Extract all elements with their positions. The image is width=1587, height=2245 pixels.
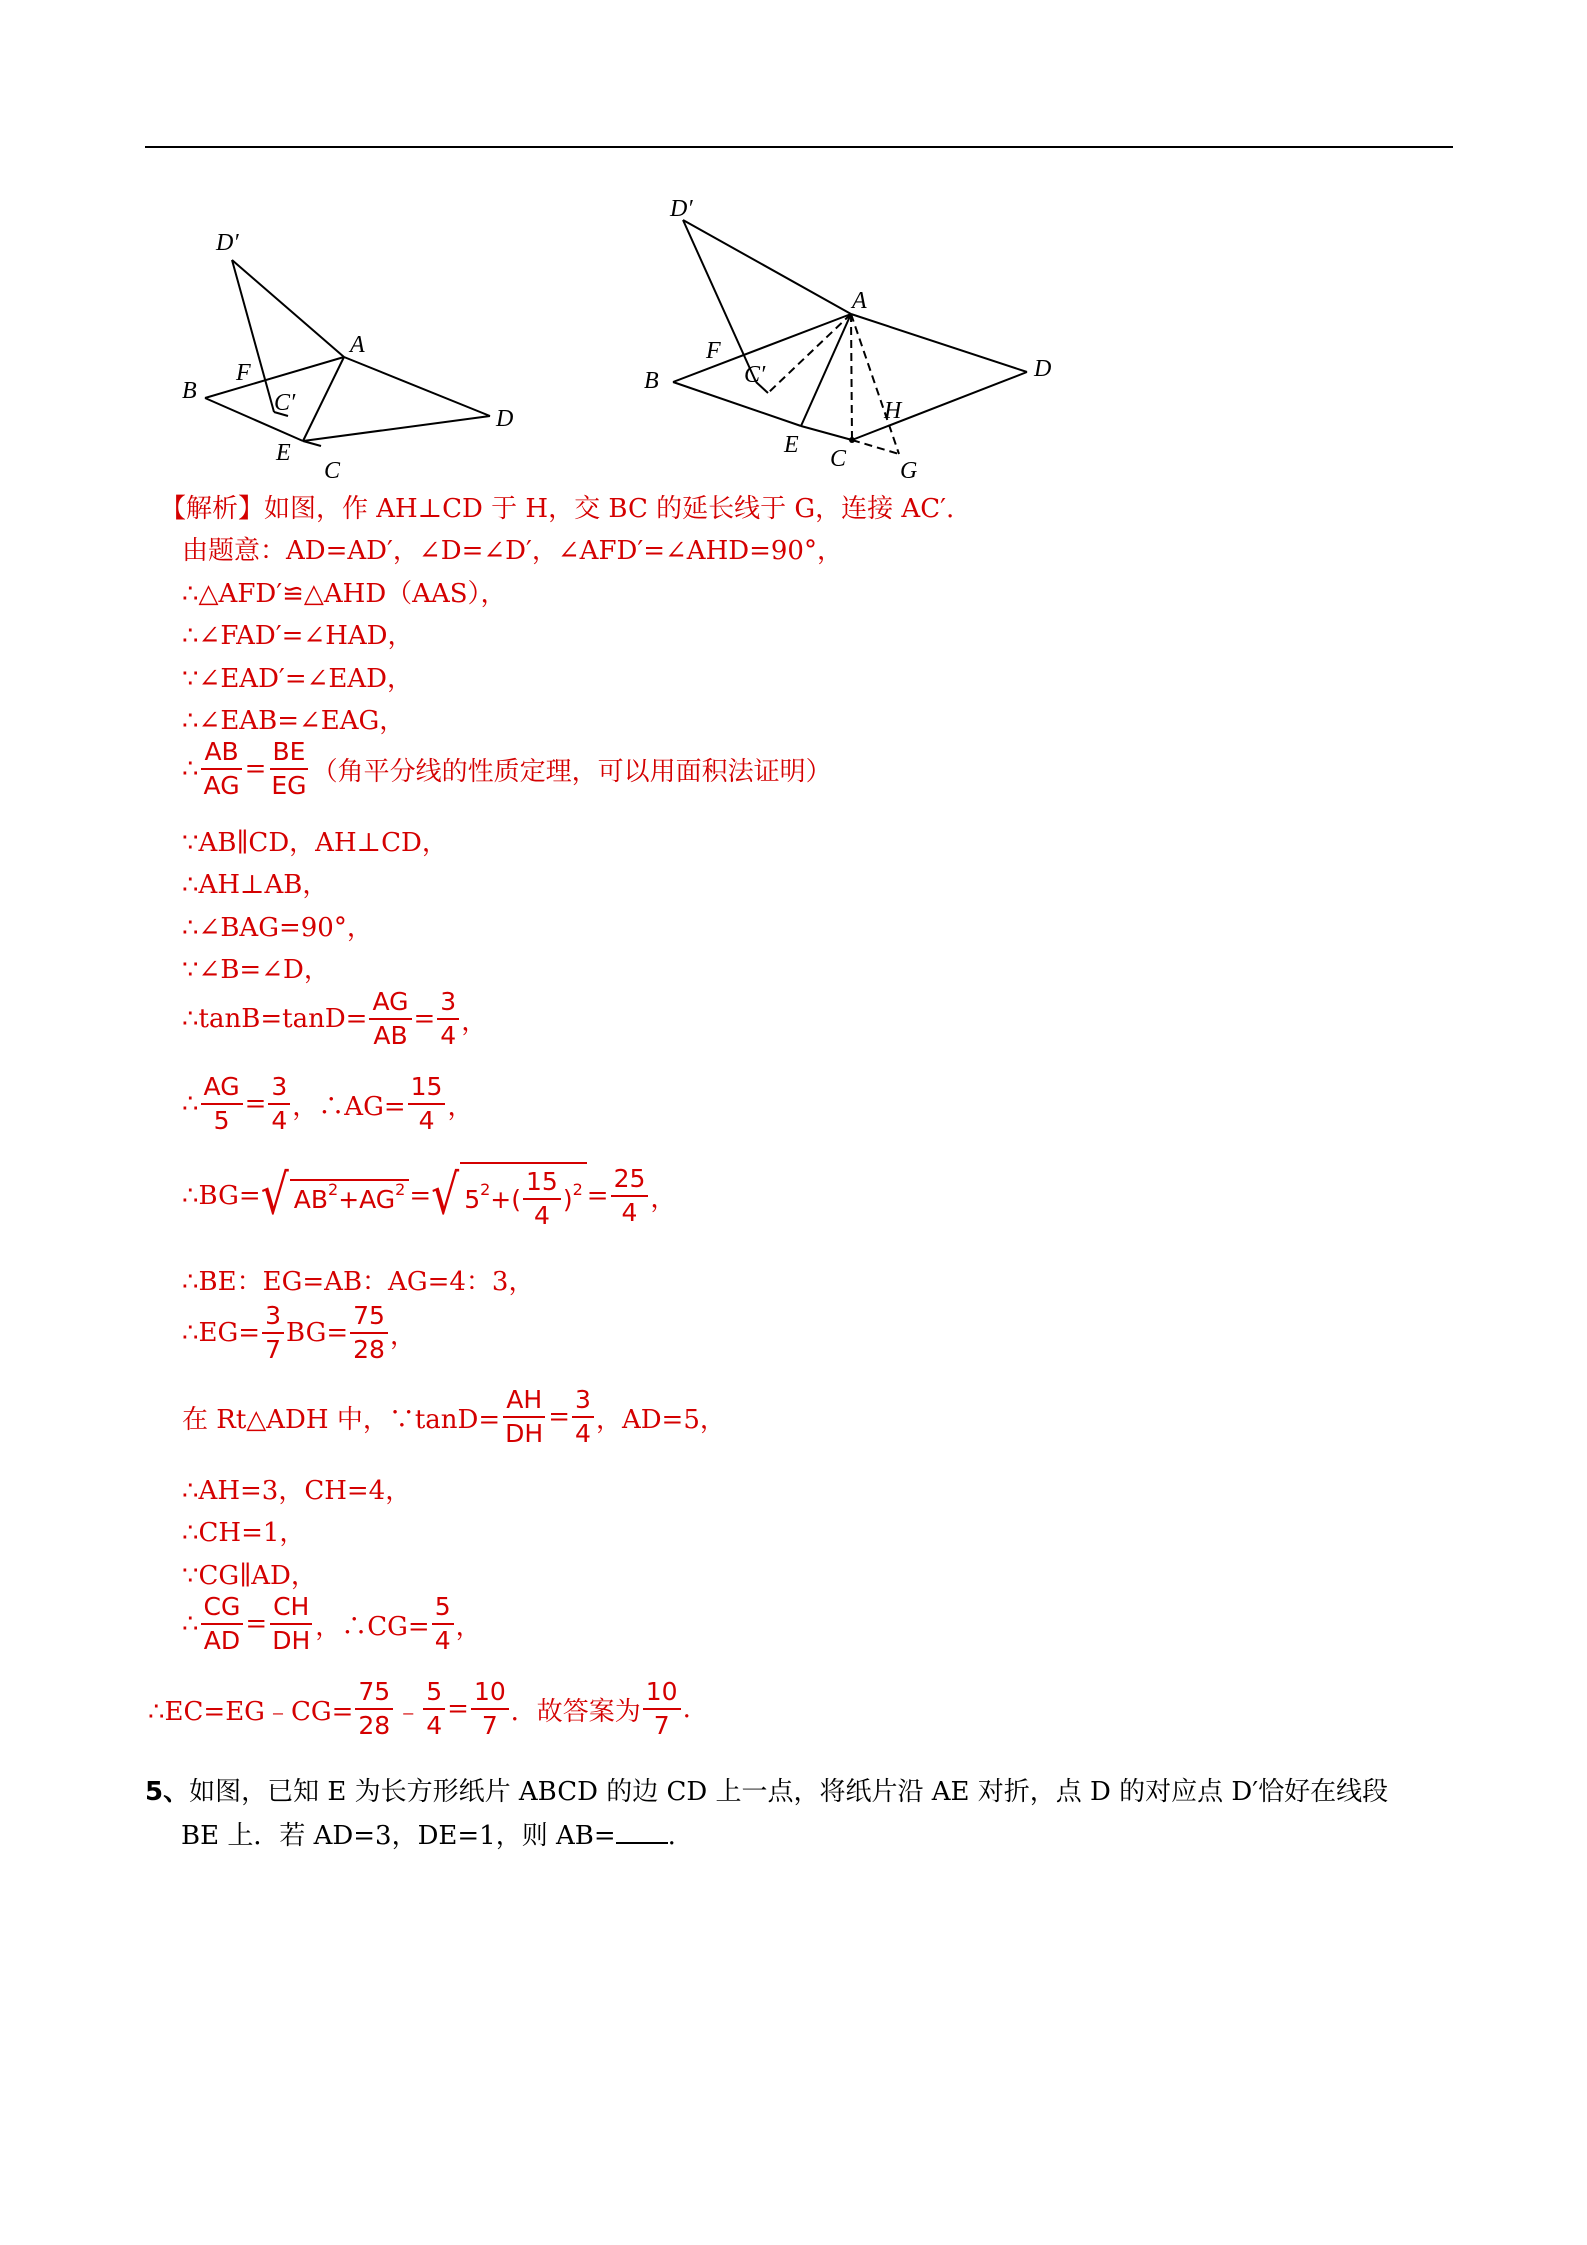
sol-line-6: ∴∠EAB=∠EAG， <box>182 706 406 736</box>
label-b: B <box>182 378 197 404</box>
label-e: E <box>784 432 799 458</box>
label-h: H <box>884 398 902 424</box>
label-d-prime: D′ <box>216 230 239 256</box>
fraction: $\frac{BE}{EG}$ <box>271 737 307 800</box>
label-c: C <box>324 458 341 484</box>
sol-line-12: ∴tanB=tanD= $\frac{AG}{AB}$ = $\frac{3}{4}$ ， <box>182 987 488 1050</box>
sol-line-19: ∴CH=1， <box>182 1518 306 1548</box>
fraction: $\frac{AG}{AB}$ <box>369 988 411 1050</box>
sol-line-21: ∴ $\frac{CG}{AD}$ = $\frac{CH}{DH}$ ，∴CG= $\frac{5}{4}$ ， <box>182 1592 482 1655</box>
figure-left <box>170 220 530 490</box>
sol-line-9: ∴AH⊥AB， <box>182 870 329 900</box>
label-d: D <box>496 406 514 432</box>
fraction: $\frac{5}{4}$ <box>432 1593 454 1655</box>
label-f: F <box>236 360 251 386</box>
sol-line-18: ∴AH=3，CH=4， <box>182 1476 412 1506</box>
sol-line-8: ∵AB∥CD，AH⊥CD， <box>182 828 448 858</box>
fraction: $\frac{25}{4}$ <box>611 1165 649 1227</box>
fraction: $\frac{10}{7}$ <box>643 1678 681 1740</box>
question-5 <box>145 1770 1455 1858</box>
label-b: B <box>644 368 659 394</box>
sol-line-3: ∴△AFD′≌△AHD（AAS）， <box>182 579 507 609</box>
sol-line-2: 由题意：AD=AD′，∠D=∠D′，∠AFD′=∠AHD=90°， <box>182 536 843 566</box>
label-g: G <box>900 458 918 484</box>
label-c-prime: C′ <box>274 390 296 416</box>
question-5-line-2: BE 上．若 AD=3，DE=1，则 AB= . <box>145 1814 1455 1858</box>
square-root: √ 5 2 +( $\frac{15}{4}$ ) 2 <box>431 1162 587 1230</box>
fraction: $\frac{AB}{AG}$ <box>201 738 243 800</box>
label-d: D <box>1034 356 1052 382</box>
fraction: $\frac{CG}{AD}$ <box>201 1593 244 1655</box>
figure-right <box>630 186 1080 486</box>
fraction: $\frac{AG}{5}$ <box>201 1073 243 1135</box>
fraction: $\frac{3}{4}$ <box>572 1386 594 1448</box>
sol-line-22: ∴EC=EG﹣CG= $\frac{75}{28}$ ﹣ $\frac{5}{4}$ = $\frac{10}{7}$ ．故答案为 $\frac{10}{7}$ . <box>148 1677 691 1740</box>
sol-line-4: ∴∠FAD′=∠HAD， <box>182 621 414 651</box>
sol-line-7: ∴ $\frac{AB}{AG}$ = $\frac{BE}{EG}$ （角平分线的性质定理，可以用面积法证明） <box>182 737 832 800</box>
sol-line-5: ∵∠EAD′=∠EAD， <box>182 664 414 694</box>
fraction: $\frac{3}{7}$ <box>262 1302 284 1364</box>
sol-line-10: ∴∠BAG=90°， <box>182 913 373 943</box>
square-root: √ AB 2 +AG 2 <box>261 1174 410 1218</box>
label-a: A <box>350 332 365 358</box>
fraction: $\frac{15}{4}$ <box>523 1168 561 1230</box>
answer-blank[interactable] <box>616 1818 668 1844</box>
fraction: $\frac{15}{4}$ <box>408 1073 446 1135</box>
label-c-prime: C′ <box>744 362 766 388</box>
fraction: $\frac{3}{4}$ <box>268 1073 290 1135</box>
fraction: $\frac{75}{28}$ <box>355 1678 393 1740</box>
sol-line-11: ∵∠B=∠D， <box>182 955 330 985</box>
fraction: $\frac{3}{4}$ <box>437 988 459 1050</box>
fraction: $\frac{5}{4}$ <box>423 1678 445 1740</box>
fraction: $\frac{AH}{DH}$ <box>505 1385 544 1448</box>
header-rule <box>145 146 1453 148</box>
sol-line-13: ∴ $\frac{AG}{5}$ = $\frac{3}{4}$ ，∴AG= $\frac{15}{4}$ ， <box>182 1072 474 1135</box>
label-f: F <box>706 338 721 364</box>
fraction: $\frac{10}{7}$ <box>471 1678 509 1740</box>
fraction: $\frac{CH}{DH}$ <box>269 1593 313 1655</box>
sol-line-17: 在 Rt△ADH 中，∵tanD= $\frac{AH}{DH}$ = $\frac{3}{4}$ ，AD=5， <box>182 1385 726 1448</box>
sol-line-14: ∴BG= √ AB 2 +AG 2 = √ 5 2 +( $\frac{15}{4}$ ) 2 = $\frac{25}{4}$ ， <box>182 1163 677 1230</box>
sol-line-16: ∴EG= $\frac{3}{7}$ BG= $\frac{75}{28}$ ， <box>182 1301 416 1364</box>
fraction: $\frac{75}{28}$ <box>350 1302 388 1364</box>
sol-line-1: 【解析】如图，作 AH⊥CD 于 H，交 BC 的延长线于 G，连接 AC′. <box>160 494 955 524</box>
question-number: 5、 <box>145 1777 190 1807</box>
label-c: C <box>830 446 847 472</box>
sol-line-20: ∵CG∥AD， <box>182 1561 317 1591</box>
label-a: A <box>852 288 867 314</box>
label-d-prime: D′ <box>670 196 693 222</box>
sol-line-15: ∴BE：EG=AB：AG=4：3， <box>182 1267 535 1297</box>
label-e: E <box>276 440 291 466</box>
question-5-line-1: 5、如图，已知 E 为长方形纸片 ABCD 的边 CD 上一点，将纸片沿 AE 对折，点 D 的对应点 D′恰好在线段 <box>145 1777 1389 1807</box>
